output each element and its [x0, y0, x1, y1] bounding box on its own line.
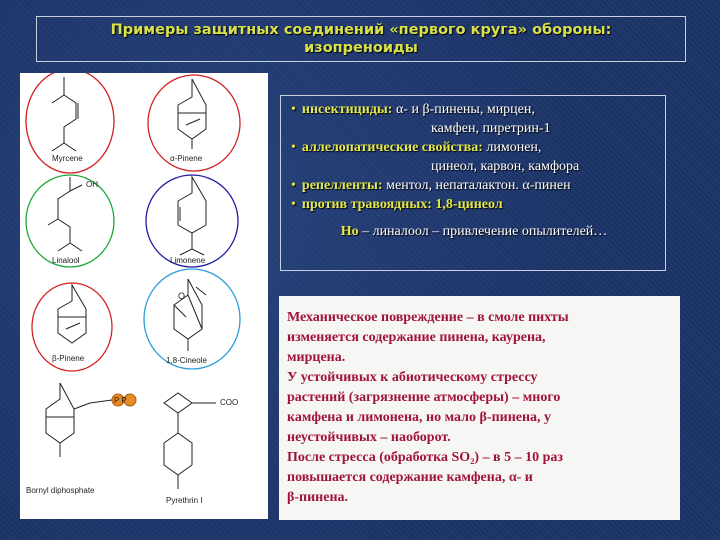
molecule-panel: [20, 73, 268, 519]
svg-text:O: O: [178, 291, 186, 301]
cineole-structure: [144, 269, 240, 369]
allelopathy-term: аллелопатические свойства:: [301, 140, 483, 155]
pp-label: P P: [114, 396, 127, 405]
insecticides-line: • инсектициды: α- и β-пинены, мирцен,: [291, 102, 535, 117]
note-line: У устойчивых к абиотическому стрессу: [287, 370, 538, 385]
alpha-pinene-label: α-Pinene: [170, 154, 203, 163]
insecticides-term: инсектициды:: [301, 102, 393, 117]
linalool-label: Linalool: [52, 256, 80, 265]
title-box: [36, 16, 686, 62]
allelopathy-line: • аллелопатические свойства: лимонен,: [291, 140, 542, 155]
linalool-structure: [26, 175, 114, 267]
allelopathy-line-2: цинеол, карвон, камфора: [431, 159, 580, 174]
myrcene-label: Myrcene: [52, 154, 83, 163]
insecticides-line-2: камфен, пиретрин-1: [431, 121, 551, 136]
pyrethrin-structure: [164, 393, 216, 489]
cineole-label: 1,8-Cineole: [166, 356, 207, 365]
note-line: β-пинена.: [287, 490, 349, 505]
limonene-structure: [146, 175, 238, 267]
herbivores-line: • против травоядных: 1,8-цинеол: [291, 197, 503, 212]
beta-pinene-label: β-Pinene: [52, 354, 85, 363]
note-line: Механическое повреждение – в смоле пихты: [287, 310, 569, 325]
activity-list-box: [280, 95, 666, 271]
bornyl-diphosphate-structure: [46, 383, 136, 457]
note-line: повышается содержание камфена, α- и: [287, 470, 533, 485]
limonene-label: Limonene: [170, 256, 206, 265]
note-line: изменяется содержание пинена, каурена,: [287, 330, 546, 345]
pollinators-line: Но – линалоол – привлечение опылителей…: [340, 224, 608, 239]
bornyl-diphosphate-label: Bornyl diphosphate: [26, 486, 95, 495]
note-line: камфена и лимонена, но мало β-пинена, у: [287, 410, 552, 425]
note-line: неустойчивых – наоборот.: [287, 430, 451, 445]
molecule-structures: [20, 73, 268, 519]
stress-note-box: [279, 296, 680, 520]
repellents-line: • репелленты: ментол, непаталактон. α-пинен: [291, 178, 571, 193]
note-line: мирцена.: [287, 350, 346, 365]
note-line: растений (загрязнение атмосферы) – много: [287, 390, 561, 405]
oh-label: OH: [86, 180, 98, 189]
repellents-term: репелленты:: [301, 178, 383, 193]
pyrethrin-label: Pyrethrin I: [166, 496, 203, 505]
pyrethrin-coo-label: COO: [220, 398, 239, 407]
herbivores-term: против травоядных: [301, 197, 428, 212]
slide-title: Примеры защитных соединений «первого круга» обороны: изопреноиды: [110, 22, 612, 56]
note-line: После стресса (обработка SO₂) – в 5 – 10 раз: [287, 450, 564, 465]
